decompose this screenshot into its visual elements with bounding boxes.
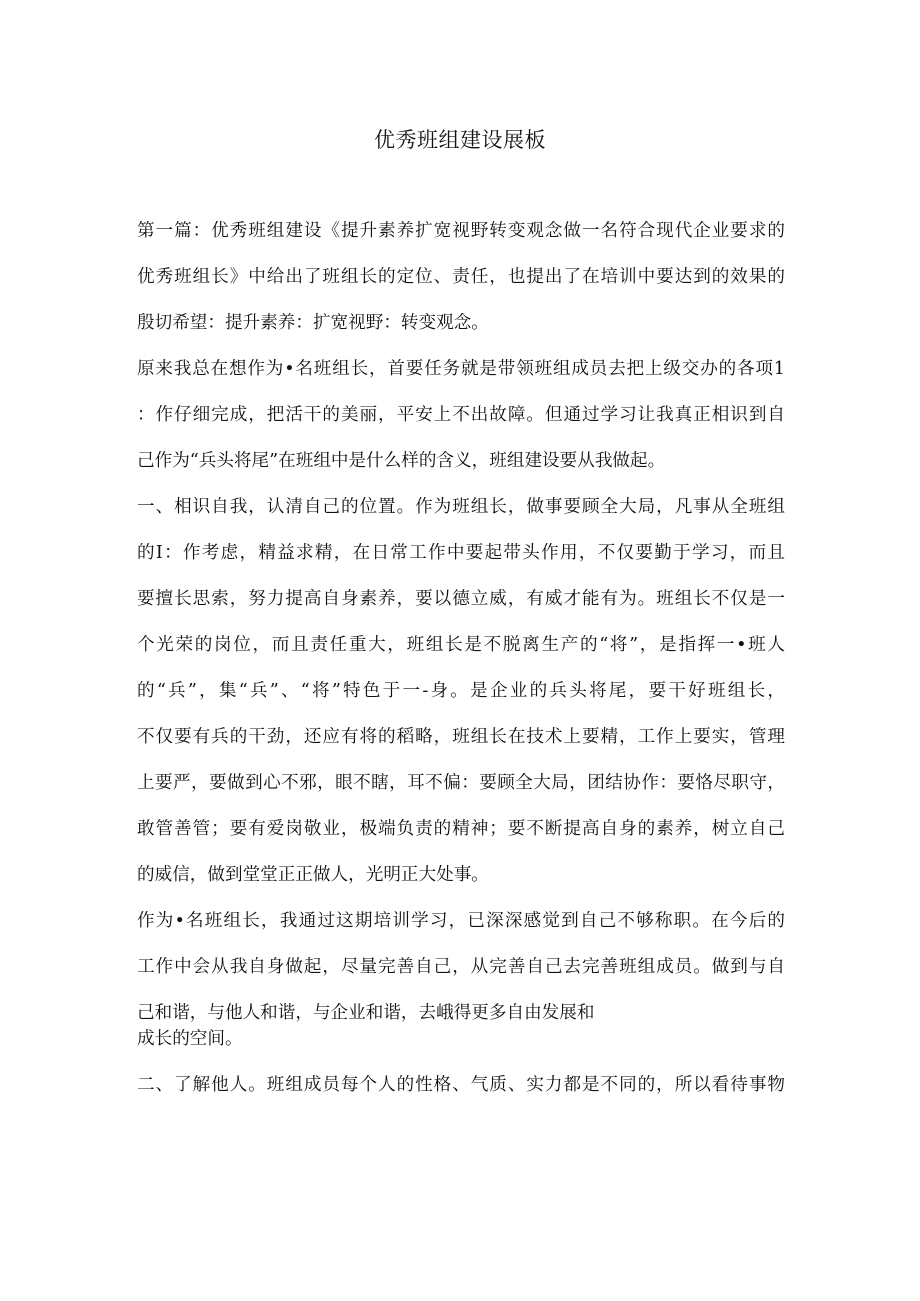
text-line: 敢管善管；要有爱岗敬业，极端负责的精神；要不断提高自身的素养，树立自己	[137, 819, 785, 839]
text-line: 的威信，做到堂堂正正做人，光明正大处事。	[137, 865, 489, 885]
paragraph-3	[137, 492, 785, 906]
paragraph-5	[137, 1070, 785, 1116]
paragraph-2	[137, 354, 785, 492]
paragraph-4	[137, 906, 785, 1070]
document-title: 优秀班组建设展板	[374, 128, 546, 152]
text-line: 上要严，要做到心不邪，眼不瞎，耳不偏：要顾全大局，团结协作：要恪尽职守，	[137, 773, 785, 793]
text-line: 的“兵”，集“兵”、“将”特色于一-身。是企业的兵头将尾，要干好班组长，	[137, 681, 785, 701]
text-line: 己和谐，与他人和谐，与企业和谐，去峨得更多自由发展和	[137, 1003, 595, 1023]
text-line: 的I：作考虑，精益求精，在日常工作中要起带头作用，不仅要勤于学习，而且	[137, 543, 785, 563]
text-line: ：作仔细完成，把活干的美丽，平安上不出故障。但通过学习让我真正相识到自	[137, 405, 785, 425]
text-line: 成长的空间。	[137, 1029, 243, 1049]
text-line: 不仅要有兵的干劲，还应有将的稻略，班组长在技术上要精，工作上要实，管理	[137, 727, 785, 747]
document-body	[137, 216, 785, 1116]
text-line: 优秀班组长》中给出了班组长的定位、责任，也提出了在培训中要达到的效果的	[137, 267, 785, 287]
text-line: 一、相识自我，认清自己的位置。作为班组长，做事要顾全大局，凡事从全班组	[137, 497, 785, 517]
text-line: 己作为“兵头将尾”在班组中是什么样的含义，班组建设要从我做起。	[137, 451, 666, 471]
text-line: 原来我总在想作为•名班组长，首要任务就是带领班组成员去把上级交办的各项1	[137, 359, 785, 379]
text-line: 殷切希望：提升素养：扩宽视野：转变观念。	[137, 313, 489, 333]
text-line: 作为•名班组长，我通过这期培训学习，已深深感觉到自己不够称职。在今后的	[137, 911, 785, 931]
text-line: 个光荣的岗位，而且责任重大，班组长是不脱离生产的“将”，是指挥一•班人	[137, 635, 785, 655]
text-line: 要擅长思索，努力提高自身素养，要以德立威，有威才能有为。班组长不仅是一	[137, 589, 785, 609]
text-line: 二、了解他人。班组成员每个人的性格、气质、实力都是不同的，所以看待事物	[137, 1075, 785, 1095]
paragraph-1	[137, 216, 785, 354]
text-line: 工作中会从我自身做起，尽量完善自己，从完善自己去完善班组成员。做到与自	[137, 957, 785, 977]
text-line: 第一篇：优秀班组建设《提升素养扩宽视野转变观念做一名符合现代企业要求的	[137, 221, 785, 241]
